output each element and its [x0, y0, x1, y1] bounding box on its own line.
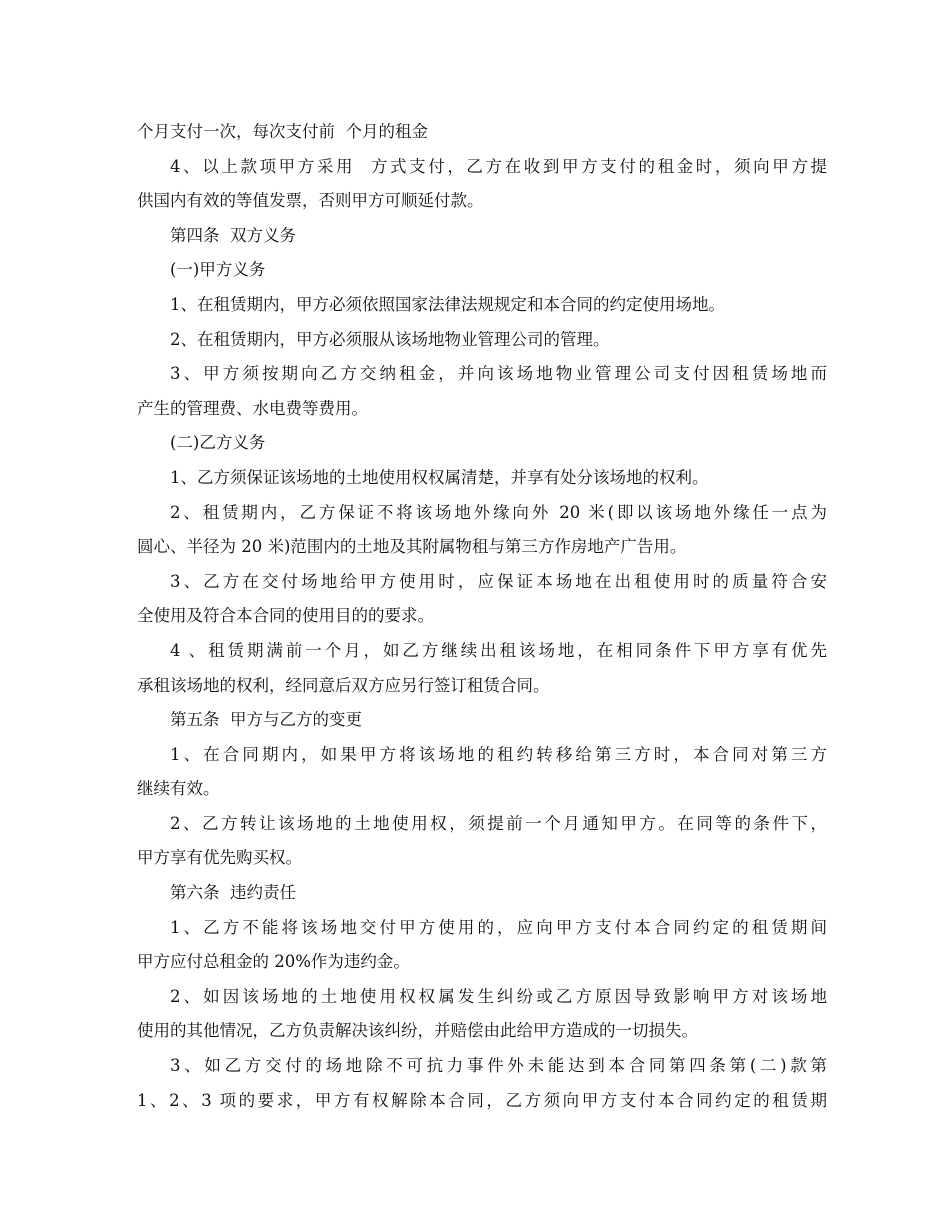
text-line: 2、在租赁期内，甲方必须服从该场地物业管理公司的管理。: [170, 329, 610, 349]
text-line: 承租该场地的权利，经同意后双方应另行签订租赁合同。: [137, 675, 550, 695]
text-line: 甲方应付总租金的 20%作为违约金。: [137, 952, 410, 972]
text-line: 使用的其他情况，乙方负责解决该纠纷，并赔偿由此给甲方造成的一切损失。: [137, 1021, 698, 1041]
text-line: 第五条 甲方与乙方的变更: [170, 710, 362, 730]
text-line: (一)甲方义务: [170, 260, 266, 280]
text-line: 1、乙方须保证该场地的土地使用权权属清楚，并享有处分该场地的权利。: [170, 467, 709, 487]
text-line: 3、乙方在交付场地给甲方使用时，应保证本场地在出租使用时的质量符合安: [170, 571, 827, 591]
text-line: (二)乙方义务: [170, 433, 266, 453]
text-line: 2、如因该场地的土地使用权权属发生纠纷或乙方原因导致影响甲方对该场地: [170, 986, 827, 1006]
text-line: 1、乙方不能将该场地交付甲方使用的，应向甲方支付本合同约定的租赁期间: [170, 917, 827, 937]
text-line: 全使用及符合本合同的使用目的的要求。: [137, 606, 434, 626]
text-line: 供国内有效的等值发票，否则甲方可顺延付款。: [137, 191, 484, 211]
text-line: 2、租赁期内，乙方保证不将该场地外缘向外 20 米(即以该场地外缘任一点为: [170, 502, 827, 522]
text-line: 4 、租赁期满前一个月，如乙方继续出租该场地，在相同条件下甲方享有优先: [170, 640, 827, 660]
text-line: 个月支付一次，每次支付前 个月的租金: [137, 122, 428, 141]
text-line: 1、在租赁期内，甲方必须依照国家法律法规规定和本合同的约定使用场地。: [170, 294, 725, 314]
text-line: 3、如乙方交付的场地除不可抗力事件外未能达到本合同第四条第(二)款第: [170, 1056, 827, 1076]
text-line: 第四条 双方义务: [170, 225, 296, 245]
text-line: 3、甲方须按期向乙方交纳租金，并向该场地物业管理公司支付因租赁场地而: [170, 364, 827, 384]
text-line: 产生的管理费、水电费等费用。: [137, 398, 368, 418]
text-line: 圆心、半径为 20 米)范围内的土地及其附属物租与第三方作房地产广告用。: [137, 537, 687, 557]
text-line: 4、以上款项甲方采用 方式支付，乙方在收到甲方支付的租金时，须向甲方提: [170, 156, 827, 176]
text-line: 继续有效。: [137, 779, 220, 799]
contract-text-body: [137, 115, 827, 1118]
text-line: 甲方享有优先购买权。: [137, 848, 302, 868]
text-line: 2、乙方转让该场地的土地使用权，须提前一个月通知甲方。在同等的条件下，: [170, 813, 827, 833]
text-line: 第六条 违约责任: [170, 883, 296, 903]
text-line: 1、2、3 项的要求，甲方有权解除本合同，乙方须向甲方支付本合同约定的租赁期: [137, 1090, 827, 1110]
text-line: 1、在合同期内，如果甲方将该场地的租约转移给第三方时，本合同对第三方: [170, 744, 827, 764]
